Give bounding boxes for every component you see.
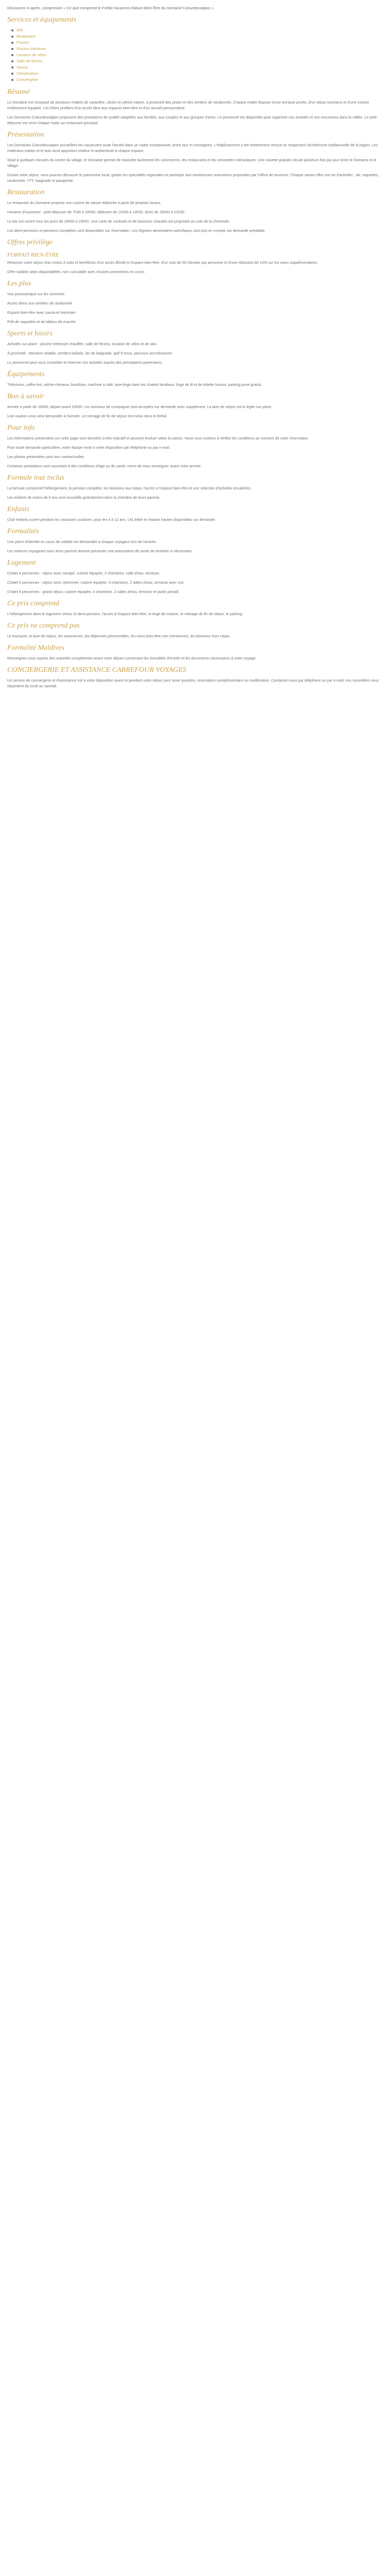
section-paragraph: Renseignez-vous auprès des autorités compétentes avant votre départ concernant les formalités d'entrée et les documents nécessaires à votre voyage. xyxy=(7,656,257,660)
section-paragraph: Le personnel peut vous conseiller et réserver vos activités auprès des prestataires partenaires. xyxy=(7,360,163,365)
section-title: Enfants xyxy=(7,505,29,513)
service-item: Conciergerie xyxy=(11,77,384,83)
section-title: Formalités xyxy=(7,528,39,535)
services-title: Services et équipements xyxy=(7,16,76,24)
section-paragraph: La formule comprend l'hébergement, la pension complète, les boissons aux repas, l'accès à l'espace bien-être et une sélection d'activités encadrées. xyxy=(7,486,252,490)
section-title: Présentation xyxy=(7,131,44,139)
section-paragraph: Situé à quelques minutes du centre du village, le Domaine permet de rejoindre facilement les commerces, les restaurants et les remontées mécaniques. Une navette gratuite circule plusieurs fois par jour entre le Domaine et le village. xyxy=(7,158,377,168)
service-item: Restaurant xyxy=(11,33,384,40)
section-paragraph: Les Domaines Coeurdessalpes accueillent les vacanciers toute l'année dans un cadre exceptionnel, entre lacs et montagnes. L'établissement a été entièrement rénové en respectant l'architecture traditionnelle de la région. Les matériaux nobles et le bois local apportent chaleur et authenticité à chaque espace. xyxy=(7,143,378,153)
section-paragraph: L'hébergement dans le logement choisi, la demi-pension, l'accès à l'espace bien-être, le linge de maison, le ménage de fin de séjour, le parking. xyxy=(7,612,243,616)
section-paragraph: Activités sur place : piscine intérieure chauffée, salle de fitness, location de vélos et de skis. xyxy=(7,342,158,346)
section-paragraph: Chalet 6 personnes : séjour avec cheminée, cuisine équipée, 3 chambres, 2 salles d'eau, terrasse avec vue. xyxy=(7,580,185,585)
section-paragraph: Le Domaine est composé de plusieurs chalets de caractère, situés en pleine nature, à proximité des pistes et des sentiers de randonnée. Chaque chalet dispose d'une terrasse privée, d'un séjour lumineux et d'une cuisine entièrement équipée. Les hôtes profitent d'un accès libre aux espaces bien-être et d'un accueil personnalisé. xyxy=(7,100,369,110)
section-paragraph: Espace bien-être avec sauna et hammam xyxy=(7,310,76,315)
section-paragraph: Accès direct aux sentiers de randonnée xyxy=(7,301,73,306)
section-title: Ce prix ne comprend pas xyxy=(7,622,80,630)
service-item: Sauna xyxy=(11,64,384,71)
service-item: Wifi xyxy=(11,27,384,33)
section-paragraph: Horaires d'ouverture : petit-déjeuner de 7h30 à 10h00, déjeuner de 12h00 à 14h00, dîner de 19h00 à 21h30. xyxy=(7,210,186,214)
section-paragraph: Le bar est ouvert tous les jours de 16h00 à 23h00. Une carte de cocktails et de boissons chaudes est proposée au coin de la cheminée. xyxy=(7,219,230,224)
service-item: Piscine intérieure xyxy=(11,46,384,52)
section-paragraph: Réservez votre séjour d'au moins 3 nuits et bénéficiez d'un accès illimité à l'espace bien-être, d'un soin de 50 minutes par personne et d'une réduction de 10% sur les soins supplémentaires. xyxy=(7,260,318,265)
section-paragraph: Les photos présentées sont non contractuelles. xyxy=(7,454,85,459)
section-title: Résumé xyxy=(7,88,30,96)
service-item: Piscine xyxy=(11,40,384,46)
section-paragraph: Les mineurs voyageant sans leurs parents doivent présenter une autorisation de sortie de territoire si nécessaire. xyxy=(7,549,193,553)
section-title: Les plus xyxy=(7,280,31,287)
section-paragraph: Les enfants de moins de 6 ans sont accueillis gratuitement dans la chambre de leurs parents. xyxy=(7,495,161,500)
section-paragraph: Télévision, coffre-fort, sèche-cheveux, bouilloire, machine à café, lave-linge dans les chalets familiaux, linge de lit et de toilette fournis, parking privé gratuit. xyxy=(7,382,262,387)
section-paragraph: Une pièce d'identité en cours de validité est demandée à chaque voyageur lors de l'arrivée. xyxy=(7,539,157,544)
section-title: Offres privilège xyxy=(7,239,53,246)
section-title: Ce prix comprend xyxy=(7,600,59,607)
section-title: Équipements xyxy=(7,370,45,378)
section-paragraph: Certaines prestations sont soumises à des conditions d'âge ou de santé, merci de vous renseigner avant votre arrivée. xyxy=(7,464,202,468)
section-paragraph: Chalet 4 personnes : séjour avec canapé, cuisine équipée, 2 chambres, salle d'eau, terrasse. xyxy=(7,571,160,575)
section-paragraph: Durant votre séjour, vous pourrez découvrir le patrimoine local, goûter les spécialités régionales et participer aux nombreuses animations proposées par l'office de tourisme. Chaque saison offre son lot d'activités : ski, raquettes, randonnée, VTT, baignade et parapente. xyxy=(7,173,379,183)
section-paragraph: Un service de conciergerie et d'assistance est à votre disposition avant et pendant votre séjour pour toute question, réservation complémentaire ou modification. Contactez-nous par téléphone ou par e-mail, nos conseillers vous répondent du lundi au samedi. xyxy=(7,678,379,688)
section-paragraph: Les informations présentées sur cette page sont données à titre indicatif et peuvent évoluer selon la saison. Nous vous invitons à vérifier les conditions au moment de votre réservation. xyxy=(7,436,309,440)
section-title: Formule tout inclus xyxy=(7,474,64,482)
page-content xyxy=(0,0,391,689)
section-title: Logement xyxy=(7,559,36,567)
section-paragraph: Chalet 8 personnes : grand séjour, cuisine équipée, 4 chambres, 3 salles d'eau, terrasse et jardin privatif. xyxy=(7,589,180,594)
section-paragraph: Pour toute demande particulière, notre équipe reste à votre disposition par téléphone ou par e-mail. xyxy=(7,445,171,450)
services-list xyxy=(7,27,384,83)
section-paragraph: Offre valable selon disponibilités, non cumulable avec d'autres promotions en cours. xyxy=(7,269,145,274)
section-title: Pour info xyxy=(7,424,35,432)
section-paragraph: Une caution vous sera demandée à l'arrivée. Le ménage de fin de séjour est inclus dans le forfait. xyxy=(7,414,168,418)
section-title: Bon à savoir xyxy=(7,393,44,400)
section-paragraph: Les Domaines Coeurdessalpes proposent des prestations de qualité adaptées aux familles, aux couples et aux groupes d'amis. Le personnel est disponible pour organiser vos activités et vos excursions dans la vallée. Le petit-déjeuner est servi chaque matin au restaurant principal. xyxy=(7,115,378,125)
section-title: Restauration xyxy=(7,189,45,196)
section-paragraph: Le restaurant du Domaine propose une cuisine de saison élaborée à partir de produits locaux. xyxy=(7,200,161,205)
section-paragraph: À proximité : domaine skiable, sentiers balisés, lac de baignade, golf 9 trous, parcours accrobranche. xyxy=(7,351,173,355)
section-subtitle: FORFAIT BIEN-ÊTRE xyxy=(7,252,59,258)
section-paragraph: Le transport, la taxe de séjour, les assurances, les dépenses personnelles, les soins bien-être non mentionnés, les boissons hors repas. xyxy=(7,634,231,638)
service-item: Climatisation xyxy=(11,71,384,77)
section-paragraph: Les demi-pensions et pensions complètes sont disponibles sur réservation. Les régimes alimentaires spécifiques sont pris en compte sur demande préalable. xyxy=(7,228,266,233)
section-paragraph: Vue panoramique sur les sommets xyxy=(7,292,64,296)
service-item: Location de vélos xyxy=(11,52,384,58)
section-title: CONCIERGERIE ET ASSISTANCE CARREFOUR VOYAGES xyxy=(7,666,187,674)
service-item: Salle de fitness xyxy=(11,58,384,64)
section-title: Sports et loisirs xyxy=(7,330,53,337)
section-paragraph: Arrivée à partir de 16h00, départ avant 10h00. Les animaux de compagnie sont acceptés sur demande avec supplément. La taxe de séjour est à régler sur place. xyxy=(7,404,272,409)
section-paragraph: Club enfants ouvert pendant les vacances scolaires, pour les 4 à 12 ans. Lits bébé et chaises hautes disponibles sur demande. xyxy=(7,517,216,522)
sections-container xyxy=(7,88,384,689)
section-paragraph: Prêt de raquettes et de bâtons de marche xyxy=(7,319,76,324)
section-title: Formalité Maldives xyxy=(7,644,64,652)
intro-text: Découvrez ci-après, comprenant « Ce que comprend le Forfait Vacances-Nature-Bien-Être du Domaine Coeurdessalpes » xyxy=(7,6,214,10)
